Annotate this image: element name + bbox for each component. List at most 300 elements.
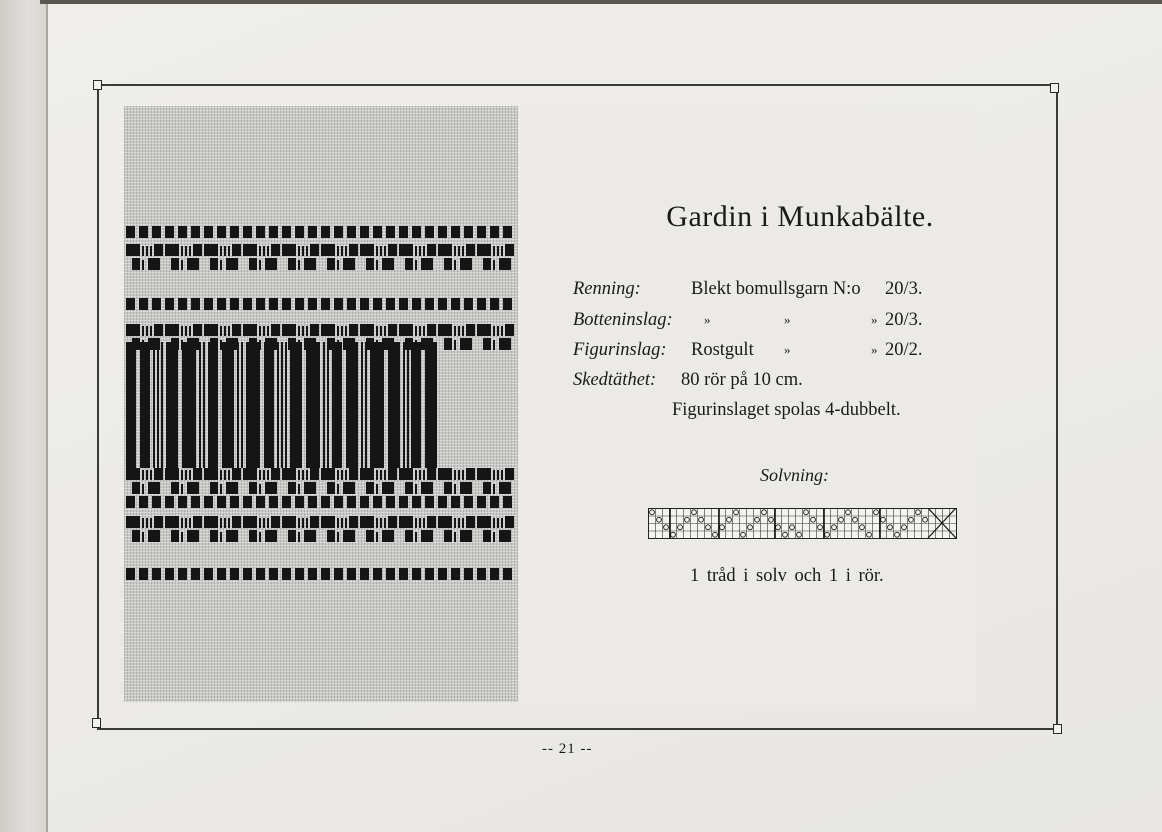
fabric-block-band	[412, 568, 421, 580]
fabric-block-band	[139, 298, 148, 310]
skedtathet-value: 80 rör på 10 cm.	[681, 370, 803, 390]
fabric-motif-band	[181, 470, 183, 480]
fabric-block-band	[503, 496, 512, 508]
fabric-motif-band	[341, 246, 343, 256]
fabric-block-band	[243, 496, 252, 508]
fabric-motif-band	[499, 530, 511, 542]
fabric-motif-band	[193, 324, 202, 336]
fabric-motif-band	[483, 338, 491, 350]
fabric-motif-band	[483, 530, 491, 542]
fabric-motif-band	[376, 532, 378, 542]
fabric-motif-band	[376, 326, 378, 336]
fabric-block-band	[373, 568, 382, 580]
fabric-motif-band	[337, 326, 339, 336]
fabric-motif-band	[165, 244, 179, 256]
fabric-stripe	[222, 342, 234, 468]
fabric-motif-band	[458, 326, 460, 336]
fabric-motif-band	[310, 324, 319, 336]
fabric-motif-band	[204, 468, 218, 480]
fabric-motif-band	[298, 326, 300, 336]
fabric-motif-band	[460, 258, 472, 270]
fabric-block-band	[477, 298, 486, 310]
fabric-block-band	[503, 568, 512, 580]
fabric-motif-band	[454, 518, 456, 528]
spolas-note: Figurinslaget spolas 4-dubbelt.	[672, 400, 901, 420]
fabric-motif-band	[304, 530, 316, 542]
fabric-motif-band	[427, 516, 436, 528]
fabric-block-band	[217, 298, 226, 310]
fabric-motif-band	[185, 326, 187, 336]
fabric-motif-band	[419, 470, 421, 480]
fabric-motif-band	[382, 482, 394, 494]
fabric-block-band	[399, 298, 408, 310]
fabric-block-band	[191, 226, 200, 238]
fabric-motif-band	[146, 326, 148, 336]
fabric-motif-band	[427, 324, 436, 336]
botten-ditto-3: »	[871, 312, 878, 327]
fabric-block-band	[204, 298, 213, 310]
fabric-stripe	[346, 342, 358, 468]
fabric-motif-band	[349, 468, 358, 480]
fabric-motif-band	[399, 324, 413, 336]
fabric-motif-band	[150, 326, 152, 336]
fabric-motif-band	[462, 470, 464, 480]
fabric-motif-band	[345, 470, 347, 480]
fabric-stripe	[365, 342, 367, 468]
fabric-stripe	[140, 342, 150, 468]
fabric-stripe	[306, 342, 320, 468]
fabric-motif-band	[181, 326, 183, 336]
fabric-motif-band	[232, 516, 241, 528]
fabric-motif-band	[132, 482, 140, 494]
fabric-block-band	[451, 226, 460, 238]
fabric-motif-band	[366, 530, 374, 542]
fabric-stripe	[388, 342, 400, 468]
fabric-block-band	[399, 568, 408, 580]
fabric-stripe	[411, 342, 421, 468]
fabric-motif-band	[154, 468, 163, 480]
fabric-motif-band	[187, 482, 199, 494]
fabric-stripe	[199, 342, 201, 468]
fabric-block-band	[126, 226, 135, 238]
fabric-motif-band	[343, 482, 355, 494]
fabric-motif-band	[189, 470, 191, 480]
fabric-motif-band	[360, 516, 374, 528]
fabric-motif-band	[454, 246, 456, 256]
fabric-block-band	[373, 298, 382, 310]
fabric-motif-band	[193, 244, 202, 256]
fabric-motif-band	[146, 518, 148, 528]
fabric-motif-band	[204, 324, 218, 336]
fabric-block-band	[243, 226, 252, 238]
fabric-motif-band	[415, 326, 417, 336]
fabric-block-band	[230, 568, 239, 580]
fabric-motif-band	[360, 468, 374, 480]
threading-draft-diagram	[648, 508, 960, 540]
fabric-motif-band	[189, 518, 191, 528]
fabric-stripe	[285, 342, 287, 468]
fabric-motif-band	[185, 246, 187, 256]
fabric-motif-band	[345, 518, 347, 528]
fabric-stripe	[264, 342, 274, 468]
fabric-motif-band	[220, 260, 222, 270]
fabric-motif-band	[438, 468, 452, 480]
fabric-block-band	[126, 568, 135, 580]
fabric-motif-band	[349, 244, 358, 256]
fabric-motif-band	[341, 470, 343, 480]
fabric-block-band	[386, 496, 395, 508]
fabric-motif-band	[483, 258, 491, 270]
fabric-motif-band	[423, 470, 425, 480]
fabric-motif-band	[454, 484, 456, 494]
fabric-motif-band	[165, 516, 179, 528]
fabric-motif-band	[259, 470, 261, 480]
fabric-motif-band	[349, 516, 358, 528]
fabric-motif-band	[181, 532, 183, 542]
fabric-block-band	[321, 496, 330, 508]
fabric-motif-band	[501, 518, 503, 528]
fabric-motif-band	[288, 482, 296, 494]
fabric-motif-band	[493, 246, 495, 256]
fabric-motif-band	[265, 258, 277, 270]
fabric-block-band	[399, 496, 408, 508]
fabric-motif-band	[376, 246, 378, 256]
fabric-motif-band	[460, 530, 472, 542]
fabric-motif-band	[243, 468, 257, 480]
fabric-block-band	[308, 226, 317, 238]
fabric-block-band	[269, 226, 278, 238]
fabric-motif-band	[444, 482, 452, 494]
fabric-block-band	[217, 568, 226, 580]
fabric-motif-band	[415, 484, 417, 494]
fabric-motif-band	[310, 468, 319, 480]
fabric-block-band	[178, 298, 187, 310]
fabric-motif-band	[243, 244, 257, 256]
fabric-motif-band	[228, 518, 230, 528]
fabric-motif-band	[126, 468, 140, 480]
fabric-motif-band	[228, 326, 230, 336]
fabric-motif-band	[259, 260, 261, 270]
fabric-block-band	[464, 496, 473, 508]
fabric-block-band	[256, 298, 265, 310]
solvning-label: Solvning:	[760, 465, 829, 485]
fabric-motif-band	[415, 470, 417, 480]
fabric-motif-band	[271, 244, 280, 256]
fabric-block-band	[464, 226, 473, 238]
fabric-motif-band	[419, 326, 421, 336]
fabric-motif-band	[150, 518, 152, 528]
fabric-motif-band	[415, 532, 417, 542]
renning-number: 20/3.	[885, 279, 923, 299]
fabric-motif-band	[501, 246, 503, 256]
fabric-motif-band	[288, 530, 296, 542]
fabric-block-band	[490, 496, 499, 508]
fabric-motif-band	[405, 482, 413, 494]
fabric-block-band	[256, 568, 265, 580]
fabric-motif-band	[337, 260, 339, 270]
fabric-motif-band	[226, 482, 238, 494]
fabric-motif-band	[132, 530, 140, 542]
fabric-block-band	[217, 226, 226, 238]
fabric-motif-band	[458, 470, 460, 480]
fabric-motif-band	[499, 338, 511, 350]
fabric-block-band	[295, 568, 304, 580]
fabric-motif-band	[405, 258, 413, 270]
fabric-block-band	[282, 496, 291, 508]
fabric-motif-band	[304, 482, 316, 494]
fabric-motif-band	[298, 260, 300, 270]
fabric-motif-band	[421, 530, 433, 542]
fabric-motif-band	[310, 244, 319, 256]
fabric-motif-band	[181, 518, 183, 528]
fabric-block-band	[178, 568, 187, 580]
fabric-motif-band	[497, 326, 499, 336]
fabric-motif-band	[341, 326, 343, 336]
fabric-motif-band	[460, 338, 472, 350]
woven-pattern-image	[124, 106, 518, 702]
fabric-stripe	[208, 342, 218, 468]
fabric-motif-band	[171, 482, 179, 494]
fabric-motif-band	[249, 482, 257, 494]
page-title: Gardin i Munkabälte.	[666, 200, 934, 233]
fabric-motif-band	[298, 484, 300, 494]
fabric-block-band	[152, 568, 161, 580]
fabric-motif-band	[271, 324, 280, 336]
fabric-stripe	[281, 342, 283, 468]
fabric-motif-band	[306, 518, 308, 528]
fabric-stripe	[182, 342, 196, 468]
fabric-motif-band	[154, 516, 163, 528]
fabric-motif-band	[146, 246, 148, 256]
renning-value: Blekt bomullsgarn N:o	[691, 279, 861, 299]
figurinslag-number: 20/2.	[885, 340, 923, 360]
fabric-block-band	[490, 568, 499, 580]
fabric-block-band	[152, 496, 161, 508]
fabric-motif-band	[327, 530, 335, 542]
fabric-block-band	[347, 226, 356, 238]
frame-bottom-line	[97, 728, 1058, 730]
fabric-motif-band	[421, 258, 433, 270]
fabric-motif-band	[321, 244, 335, 256]
fabric-block-band	[230, 298, 239, 310]
fabric-motif-band	[380, 470, 382, 480]
fabric-motif-band	[204, 244, 218, 256]
fabric-block-band	[126, 298, 135, 310]
fabric-motif-band	[423, 326, 425, 336]
fabric-motif-band	[224, 246, 226, 256]
fabric-motif-band	[302, 470, 304, 480]
fabric-motif-band	[210, 258, 218, 270]
fabric-motif-band	[298, 532, 300, 542]
fabric-block-band	[425, 496, 434, 508]
fabric-motif-band	[220, 326, 222, 336]
fabric-motif-band	[454, 470, 456, 480]
fabric-motif-band	[466, 468, 475, 480]
frame-corner-top-right	[1050, 83, 1059, 93]
fabric-block-band	[373, 496, 382, 508]
fabric-motif-band	[454, 532, 456, 542]
fabric-motif-band	[154, 244, 163, 256]
fabric-motif-band	[458, 518, 460, 528]
fabric-block-band	[360, 298, 369, 310]
fabric-block-band	[165, 496, 174, 508]
fabric-stripe	[407, 342, 409, 468]
spec-figurinslag	[573, 340, 667, 361]
fabric-block-band	[204, 568, 213, 580]
fabric-motif-band	[380, 518, 382, 528]
fabric-stripe	[241, 342, 243, 468]
fabric-photo	[124, 106, 518, 702]
fabric-block-band	[386, 298, 395, 310]
fabric-block-band	[334, 298, 343, 310]
fabric-motif-band	[493, 470, 495, 480]
fabric-block-band	[360, 496, 369, 508]
fabric-motif-band	[337, 246, 339, 256]
fabric-motif-band	[505, 244, 514, 256]
fabric-block-band	[334, 568, 343, 580]
fabric-block-band	[152, 298, 161, 310]
fabric-motif-band	[220, 470, 222, 480]
fabric-block-band	[451, 496, 460, 508]
fabric-motif-band	[282, 468, 296, 480]
fabric-block-band	[204, 496, 213, 508]
fabric-block-band	[230, 226, 239, 238]
fabric-motif-band	[306, 326, 308, 336]
fabric-motif-band	[477, 516, 491, 528]
fabric-block-band	[126, 496, 135, 508]
fabric-motif-band	[454, 326, 456, 336]
fabric-motif-band	[438, 516, 452, 528]
fabric-motif-band	[388, 324, 397, 336]
fabric-stripe	[370, 342, 384, 468]
fabric-motif-band	[345, 246, 347, 256]
fabric-motif-band	[497, 470, 499, 480]
fabric-motif-band	[154, 324, 163, 336]
figur-ditto-2: »	[871, 342, 878, 357]
page-number: -- 21 --	[542, 741, 593, 757]
fabric-motif-band	[497, 246, 499, 256]
fabric-block-band	[165, 298, 174, 310]
fabric-motif-band	[189, 326, 191, 336]
fabric-motif-band	[376, 484, 378, 494]
fabric-block-band	[399, 226, 408, 238]
fabric-motif-band	[460, 482, 472, 494]
fabric-motif-band	[505, 516, 514, 528]
fabric-stripe	[153, 342, 155, 468]
fabric-stripe	[126, 342, 136, 468]
fabric-block-band	[438, 568, 447, 580]
fabric-block-band	[191, 496, 200, 508]
fabric-motif-band	[321, 516, 335, 528]
fabric-motif-band	[232, 244, 241, 256]
fabric-block-band	[269, 496, 278, 508]
fabric-motif-band	[148, 258, 160, 270]
fabric-motif-band	[399, 516, 413, 528]
fabric-motif-band	[142, 246, 144, 256]
fabric-block-band	[451, 298, 460, 310]
fabric-block-band	[386, 568, 395, 580]
fabric-motif-band	[302, 518, 304, 528]
fabric-motif-band	[360, 244, 374, 256]
fabric-motif-band	[399, 468, 413, 480]
fabric-motif-band	[142, 532, 144, 542]
fabric-motif-band	[444, 530, 452, 542]
fabric-motif-band	[185, 518, 187, 528]
renning-label: Renning:	[573, 279, 641, 299]
fabric-block-band	[256, 496, 265, 508]
fabric-motif-band	[444, 338, 452, 350]
fabric-motif-band	[232, 324, 241, 336]
threading-note: 1 tråd i solv och 1 i rör.	[690, 566, 884, 586]
fabric-motif-band	[337, 518, 339, 528]
fabric-motif-band	[150, 246, 152, 256]
fabric-motif-band	[132, 258, 140, 270]
fabric-motif-band	[224, 326, 226, 336]
fabric-block-band	[412, 298, 421, 310]
fabric-motif-band	[298, 470, 300, 480]
fabric-motif-band	[282, 516, 296, 528]
fabric-motif-band	[193, 516, 202, 528]
fabric-motif-band	[142, 326, 144, 336]
fabric-motif-band	[142, 484, 144, 494]
fabric-block-band	[477, 226, 486, 238]
fabric-motif-band	[165, 324, 179, 336]
fabric-motif-band	[271, 468, 280, 480]
fabric-motif-band	[423, 518, 425, 528]
fabric-motif-band	[419, 246, 421, 256]
frame-right-line	[1056, 84, 1058, 729]
fabric-motif-band	[505, 468, 514, 480]
fabric-block-band	[217, 496, 226, 508]
fabric-motif-band	[306, 246, 308, 256]
frame-left-line	[97, 84, 99, 729]
fabric-motif-band	[343, 530, 355, 542]
fabric-block-band	[347, 298, 356, 310]
fabric-motif-band	[466, 516, 475, 528]
fabric-motif-band	[384, 470, 386, 480]
fabric-motif-band	[384, 326, 386, 336]
fabric-block-band	[412, 496, 421, 508]
spec-renning	[573, 279, 641, 300]
frame-corner-top-left	[93, 80, 102, 90]
fabric-motif-band	[126, 324, 140, 336]
fabric-motif-band	[220, 532, 222, 542]
fabric-motif-band	[366, 482, 374, 494]
fabric-motif-band	[477, 324, 491, 336]
fabric-motif-band	[454, 260, 456, 270]
fabric-motif-band	[142, 260, 144, 270]
fabric-motif-band	[267, 326, 269, 336]
page-top-edge	[40, 0, 1162, 4]
fabric-motif-band	[423, 246, 425, 256]
fabric-block-band	[282, 226, 291, 238]
fabric-motif-band	[343, 258, 355, 270]
fabric-motif-band	[189, 246, 191, 256]
fabric-motif-band	[388, 244, 397, 256]
fabric-block-band	[243, 568, 252, 580]
fabric-stripe	[361, 342, 363, 468]
fabric-motif-band	[228, 470, 230, 480]
fabric-motif-band	[228, 246, 230, 256]
fabric-block-band	[243, 298, 252, 310]
fabric-motif-band	[263, 326, 265, 336]
fabric-stripe	[246, 342, 260, 468]
fabric-stripe	[327, 342, 329, 468]
fabric-motif-band	[171, 258, 179, 270]
fabric-motif-band	[302, 326, 304, 336]
fabric-motif-band	[302, 246, 304, 256]
fabric-motif-band	[185, 470, 187, 480]
